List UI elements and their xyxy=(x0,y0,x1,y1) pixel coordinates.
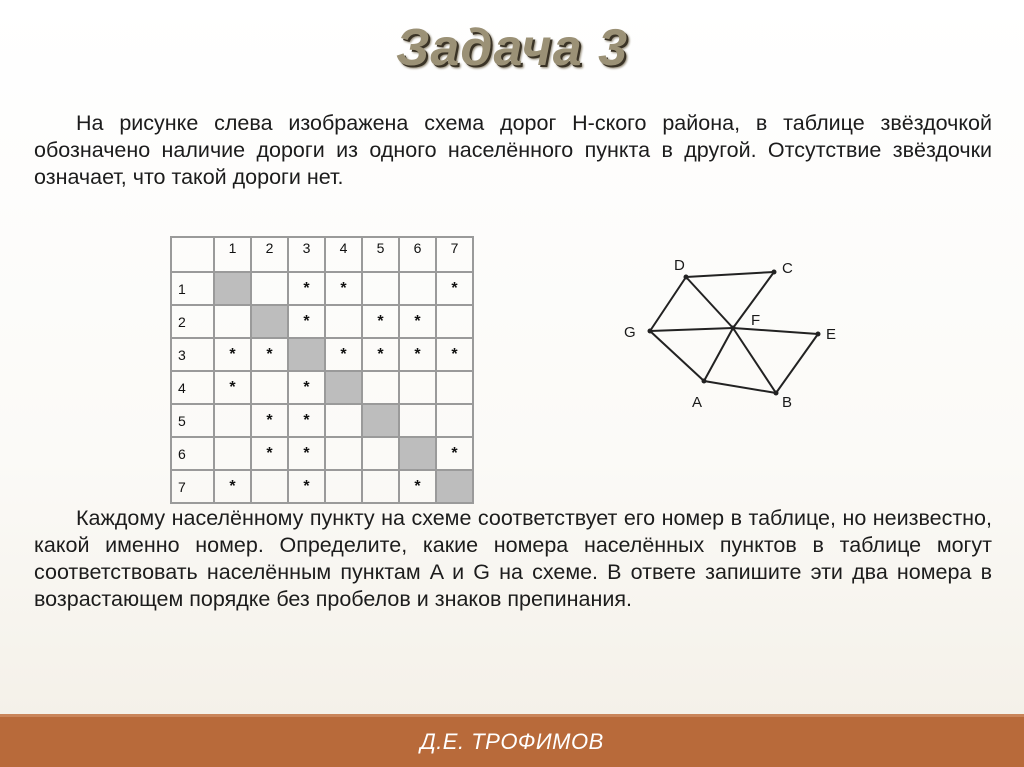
table-cell xyxy=(436,305,473,338)
node-label-e: E xyxy=(826,326,837,343)
author-name: Д.Е. ТРОФИМОВ xyxy=(420,729,604,754)
table-cell xyxy=(399,272,436,305)
edge-g-f xyxy=(650,328,733,331)
table-cell: * xyxy=(214,371,251,404)
table-header-row xyxy=(171,237,473,272)
table-cell xyxy=(436,404,473,437)
table-cell xyxy=(251,371,288,404)
table-cell: * xyxy=(399,470,436,503)
row-header: 5 xyxy=(171,404,214,437)
table-cell xyxy=(214,404,251,437)
table-cell: * xyxy=(362,338,399,371)
row-header: 7 xyxy=(171,470,214,503)
edge-f-a xyxy=(704,328,733,381)
edge-a-b xyxy=(704,381,776,393)
diagonal-cell xyxy=(399,437,436,470)
vertex-a xyxy=(702,379,707,384)
table-cell: * xyxy=(288,371,325,404)
column-header: 4 xyxy=(325,237,362,272)
table-row xyxy=(171,470,473,503)
vertex-g xyxy=(648,329,653,334)
task-description: На рисунке слева изображена схема дорог Н-ского района, в таблице звёздочкой обозначено наличие дороги из одного населённого пункта в другой. Отсутствие звёздочки означает, что такой дороги нет. xyxy=(34,111,992,189)
table-cell: * xyxy=(251,404,288,437)
diagonal-cell xyxy=(214,272,251,305)
vertex-f xyxy=(731,326,736,331)
table-cell: * xyxy=(288,470,325,503)
edge-f-b xyxy=(733,328,776,393)
column-header: 1 xyxy=(214,237,251,272)
table-cell: * xyxy=(436,437,473,470)
table-row xyxy=(171,404,473,437)
table-cell: * xyxy=(436,272,473,305)
table-cell: * xyxy=(399,338,436,371)
table-row xyxy=(171,437,473,470)
table-cell xyxy=(399,404,436,437)
road-adjacency-table xyxy=(170,236,474,504)
road-graph-diagram xyxy=(600,240,860,420)
table-cell xyxy=(362,272,399,305)
table-cell: * xyxy=(325,272,362,305)
edge-d-g xyxy=(650,277,686,331)
table-cell xyxy=(362,470,399,503)
table-cell: * xyxy=(362,305,399,338)
table-row xyxy=(171,371,473,404)
table-cell xyxy=(214,437,251,470)
table-row xyxy=(171,272,473,305)
edge-g-a xyxy=(650,331,704,381)
edge-e-b xyxy=(776,334,818,393)
column-header: 6 xyxy=(399,237,436,272)
table-cell: * xyxy=(251,437,288,470)
column-header: 2 xyxy=(251,237,288,272)
table-cell xyxy=(362,437,399,470)
row-header: 1 xyxy=(171,272,214,305)
edge-f-e xyxy=(733,328,818,334)
table-cell xyxy=(214,305,251,338)
table-cell: * xyxy=(288,305,325,338)
table-cell xyxy=(362,371,399,404)
node-label-b: B xyxy=(782,394,793,411)
table-cell xyxy=(325,404,362,437)
table-cell: * xyxy=(436,338,473,371)
node-label-f: F xyxy=(751,312,761,329)
node-label-c: C xyxy=(782,260,793,277)
vertex-e xyxy=(816,332,821,337)
table-cell: * xyxy=(325,338,362,371)
diagonal-cell xyxy=(288,338,325,371)
table-cell: * xyxy=(214,470,251,503)
table-cell: * xyxy=(214,338,251,371)
table-row xyxy=(171,338,473,371)
diagonal-cell xyxy=(251,305,288,338)
row-header: 6 xyxy=(171,437,214,470)
slide-title: Задача 3 xyxy=(395,19,629,77)
node-label-a: A xyxy=(692,394,703,411)
node-label-d: D xyxy=(674,257,685,274)
table-cell: * xyxy=(288,437,325,470)
footer-bar xyxy=(0,714,1024,767)
table-cell xyxy=(325,437,362,470)
table-cell: * xyxy=(251,338,288,371)
table-cell xyxy=(251,272,288,305)
edge-d-f xyxy=(686,277,733,328)
table-cell: * xyxy=(288,404,325,437)
table-corner-cell xyxy=(171,237,214,272)
diagonal-cell xyxy=(362,404,399,437)
table-cell xyxy=(251,470,288,503)
table-cell xyxy=(399,371,436,404)
column-header: 7 xyxy=(436,237,473,272)
edge-d-c xyxy=(686,272,774,277)
column-header: 5 xyxy=(362,237,399,272)
row-header: 3 xyxy=(171,338,214,371)
table-cell xyxy=(325,470,362,503)
task-question: Каждому населённому пункту на схеме соответствует его номер в таблице, но неизвестно, какой именно номер. Определите, какие номера населённых пунктов в таблице могут соответствовать населённым пунктам A и G на схеме. В ответе запишите эти два номера в возрастающем порядке без пробелов и знаков препинания. xyxy=(34,506,992,611)
table-row xyxy=(171,305,473,338)
column-header: 3 xyxy=(288,237,325,272)
table-cell xyxy=(325,305,362,338)
table-cell: * xyxy=(399,305,436,338)
diagonal-cell xyxy=(436,470,473,503)
vertex-d xyxy=(684,275,689,280)
vertex-c xyxy=(772,270,777,275)
table-cell: * xyxy=(288,272,325,305)
vertex-b xyxy=(774,391,779,396)
row-header: 2 xyxy=(171,305,214,338)
table-cell xyxy=(436,371,473,404)
row-header: 4 xyxy=(171,371,214,404)
diagonal-cell xyxy=(325,371,362,404)
node-label-g: G xyxy=(624,324,636,341)
